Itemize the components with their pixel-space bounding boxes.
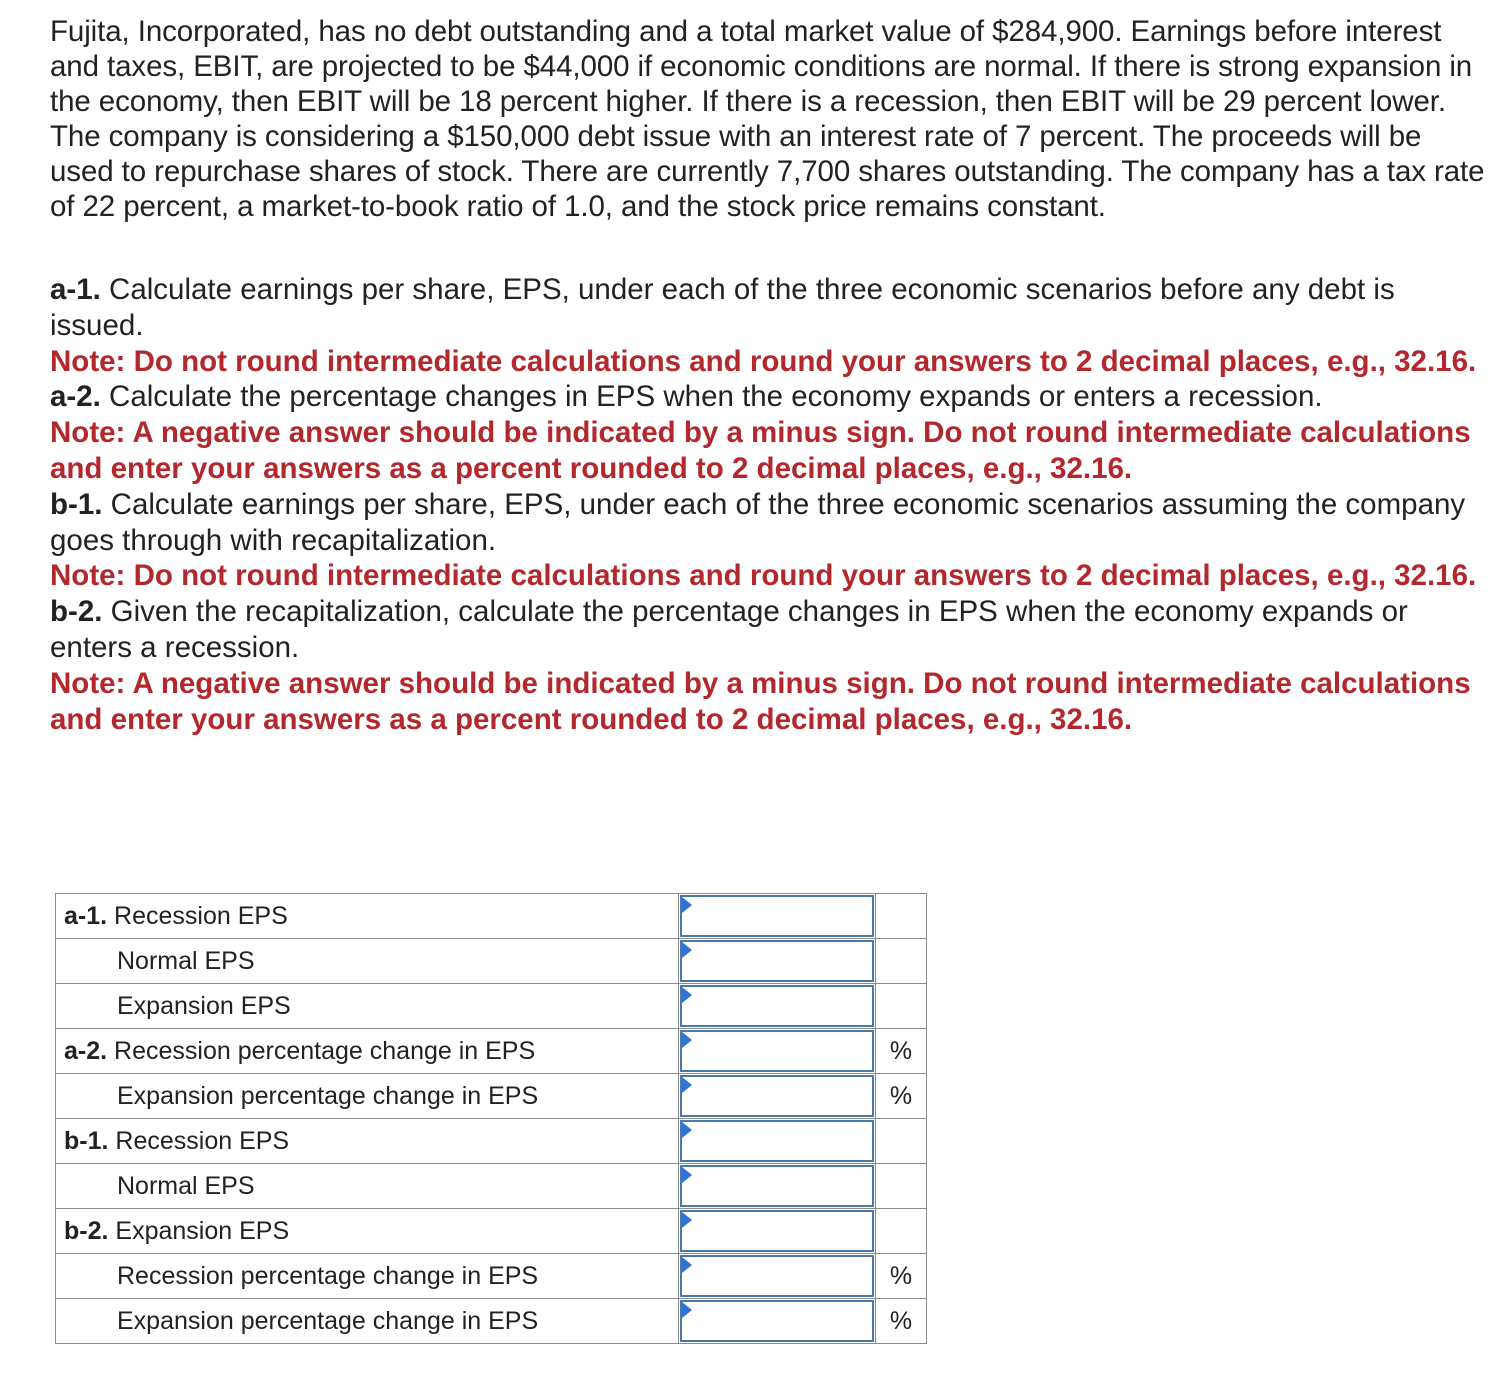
answer-input-box — [680, 895, 874, 937]
row-prefix: b-1. — [64, 1126, 109, 1155]
table-row — [56, 1254, 927, 1299]
part-a2-prefix: a-2. — [50, 380, 101, 414]
row-label-cell — [56, 1254, 679, 1299]
row-prefix: a-2. — [64, 1036, 108, 1065]
answer-input-cell — [679, 1299, 876, 1344]
table-row — [56, 984, 927, 1029]
row-label-cell — [56, 1074, 679, 1119]
answer-input[interactable] — [682, 1167, 872, 1205]
row-label: Expansion EPS — [115, 1216, 290, 1245]
row-label-cell — [56, 1029, 679, 1074]
part-a2-instruction — [50, 379, 1490, 415]
answer-input-cell — [679, 1209, 876, 1254]
question-parts — [50, 272, 1490, 737]
row-label-cell — [56, 939, 679, 984]
part-b2-prefix: b-2. — [50, 595, 103, 629]
answer-input-box — [680, 1030, 874, 1072]
answer-input-cell — [679, 984, 876, 1029]
answer-input[interactable] — [682, 1212, 872, 1250]
answer-input[interactable] — [682, 1032, 872, 1070]
unit-cell — [876, 1029, 927, 1074]
unit-cell — [876, 1209, 927, 1254]
part-a1-prefix: a-1. — [50, 273, 101, 306]
row-label: Expansion percentage change in EPS — [117, 1081, 539, 1110]
row-label-cell — [56, 894, 679, 939]
part-b1-prefix: b-1. — [50, 487, 103, 521]
part-a1-instruction — [50, 272, 1490, 344]
part-a1-text: Calculate earnings per share, EPS, under each of the three economic scenarios before any debt is issued. — [50, 273, 1395, 342]
input-flag-icon — [682, 1167, 692, 1183]
question-content — [50, 14, 1490, 737]
row-prefix: b-2. — [64, 1216, 109, 1245]
answer-input-box — [680, 1075, 874, 1117]
answer-input-box — [680, 940, 874, 982]
answer-input[interactable] — [682, 1302, 872, 1340]
answer-input-cell — [679, 894, 876, 939]
input-flag-icon — [682, 1032, 692, 1048]
row-label: Normal EPS — [117, 946, 255, 975]
input-flag-icon — [682, 1212, 692, 1228]
row-label: Recession EPS — [115, 1126, 290, 1155]
unit-cell — [876, 1164, 927, 1209]
answer-input[interactable] — [682, 987, 872, 1025]
answer-input-box — [680, 1165, 874, 1207]
part-a1-note: Note: Do not round intermediate calculations and round your answers to 2 decimal places, e.g., 32.16. — [50, 344, 1477, 378]
answer-input-cell — [679, 1164, 876, 1209]
unit-cell — [876, 1299, 927, 1344]
answer-input[interactable] — [682, 942, 872, 980]
answer-input[interactable] — [682, 1257, 872, 1295]
row-label-cell — [56, 984, 679, 1029]
input-flag-icon — [682, 1257, 692, 1273]
row-label-cell — [56, 1299, 679, 1344]
row-label: Recession percentage change in EPS — [117, 1261, 539, 1290]
row-label-cell — [56, 1164, 679, 1209]
answer-input-cell — [679, 1074, 876, 1119]
unit-cell — [876, 894, 927, 939]
input-flag-icon — [682, 942, 692, 958]
answer-input-box — [680, 985, 874, 1027]
table-row — [56, 894, 927, 939]
answer-input-box — [680, 1210, 874, 1252]
row-label: Recession EPS — [114, 901, 288, 930]
unit-cell — [876, 984, 927, 1029]
input-flag-icon — [682, 987, 692, 1003]
answer-input-cell — [679, 1254, 876, 1299]
table-row — [56, 1119, 927, 1164]
input-flag-icon — [682, 897, 692, 913]
part-b2-text: Given the recapitalization, calculate the percentage changes in EPS when the economy expands or enters a recession. — [50, 595, 1408, 664]
part-a2-text: Calculate the percentage changes in EPS when the economy expands or enters a recession. — [109, 380, 1323, 414]
unit-label: % — [889, 1081, 913, 1110]
row-label-cell — [56, 1209, 679, 1254]
answer-input-box — [680, 1300, 874, 1342]
row-label: Normal EPS — [117, 1171, 255, 1200]
table-row — [56, 1164, 927, 1209]
input-flag-icon — [682, 1077, 692, 1093]
row-label: Recession percentage change in EPS — [114, 1036, 536, 1065]
row-label: Expansion percentage change in EPS — [117, 1306, 539, 1335]
part-b2-note: Note: A negative answer should be indicated by a minus sign. Do not round intermediate calculations and enter your answers as a percent rounded to 2 decimal places, e.g., 32.16. — [50, 666, 1471, 736]
unit-label: % — [889, 1261, 913, 1290]
answer-input-cell — [679, 939, 876, 984]
answer-input-box — [680, 1120, 874, 1162]
input-flag-icon — [682, 1122, 692, 1138]
row-label-cell — [56, 1119, 679, 1164]
table-row — [56, 1029, 927, 1074]
answer-input[interactable] — [682, 1077, 872, 1115]
table-row — [56, 1209, 927, 1254]
answer-input[interactable] — [682, 1122, 872, 1160]
answer-input-cell — [679, 1029, 876, 1074]
part-b2-instruction — [50, 594, 1490, 666]
row-label: Expansion EPS — [117, 991, 291, 1020]
problem-statement: Fujita, Incorporated, has no debt outstanding and a total market value of $284,900. Earnings before interest and taxes, EBIT, are projected to be $44,000 if economic conditions are normal. If there is strong expansion in the economy, then EBIT will be 18 percent higher. If there is a recession, then EBIT will be 29 percent lower. The company is considering a $150,000 debt issue with an interest rate of 7 percent. The proceeds will be used to repurchase shares of stock. There are currently 7,700 shares outstanding. The company has a tax rate of 22 percent, a market-to-book ratio of 1.0, and the stock price remains constant. — [50, 15, 1485, 223]
answer-table — [55, 893, 927, 1344]
answer-input-box — [680, 1255, 874, 1297]
unit-label: % — [889, 1036, 913, 1065]
part-a2-note: Note: A negative answer should be indicated by a minus sign. Do not round intermediate calculations and enter your answers as a percent rounded to 2 decimal places, e.g., 32.16. — [50, 416, 1471, 485]
input-flag-icon — [682, 1302, 692, 1318]
unit-cell — [876, 1254, 927, 1299]
part-b1-text: Calculate earnings per share, EPS, under each of the three economic scenarios assuming the company goes through with recapitalization. — [50, 487, 1466, 557]
part-b1-instruction — [50, 487, 1490, 559]
unit-label: % — [889, 1306, 913, 1335]
part-b1-note: Note: Do not round intermediate calculations and round your answers to 2 decimal places, e.g., 32.16. — [50, 559, 1477, 593]
answer-input-cell — [679, 1119, 876, 1164]
row-prefix: a-1. — [64, 901, 108, 930]
unit-cell — [876, 1074, 927, 1119]
table-row — [56, 939, 927, 984]
table-row — [56, 1299, 927, 1344]
answer-input[interactable] — [682, 897, 872, 935]
unit-cell — [876, 939, 927, 984]
table-row — [56, 1074, 927, 1119]
unit-cell — [876, 1119, 927, 1164]
